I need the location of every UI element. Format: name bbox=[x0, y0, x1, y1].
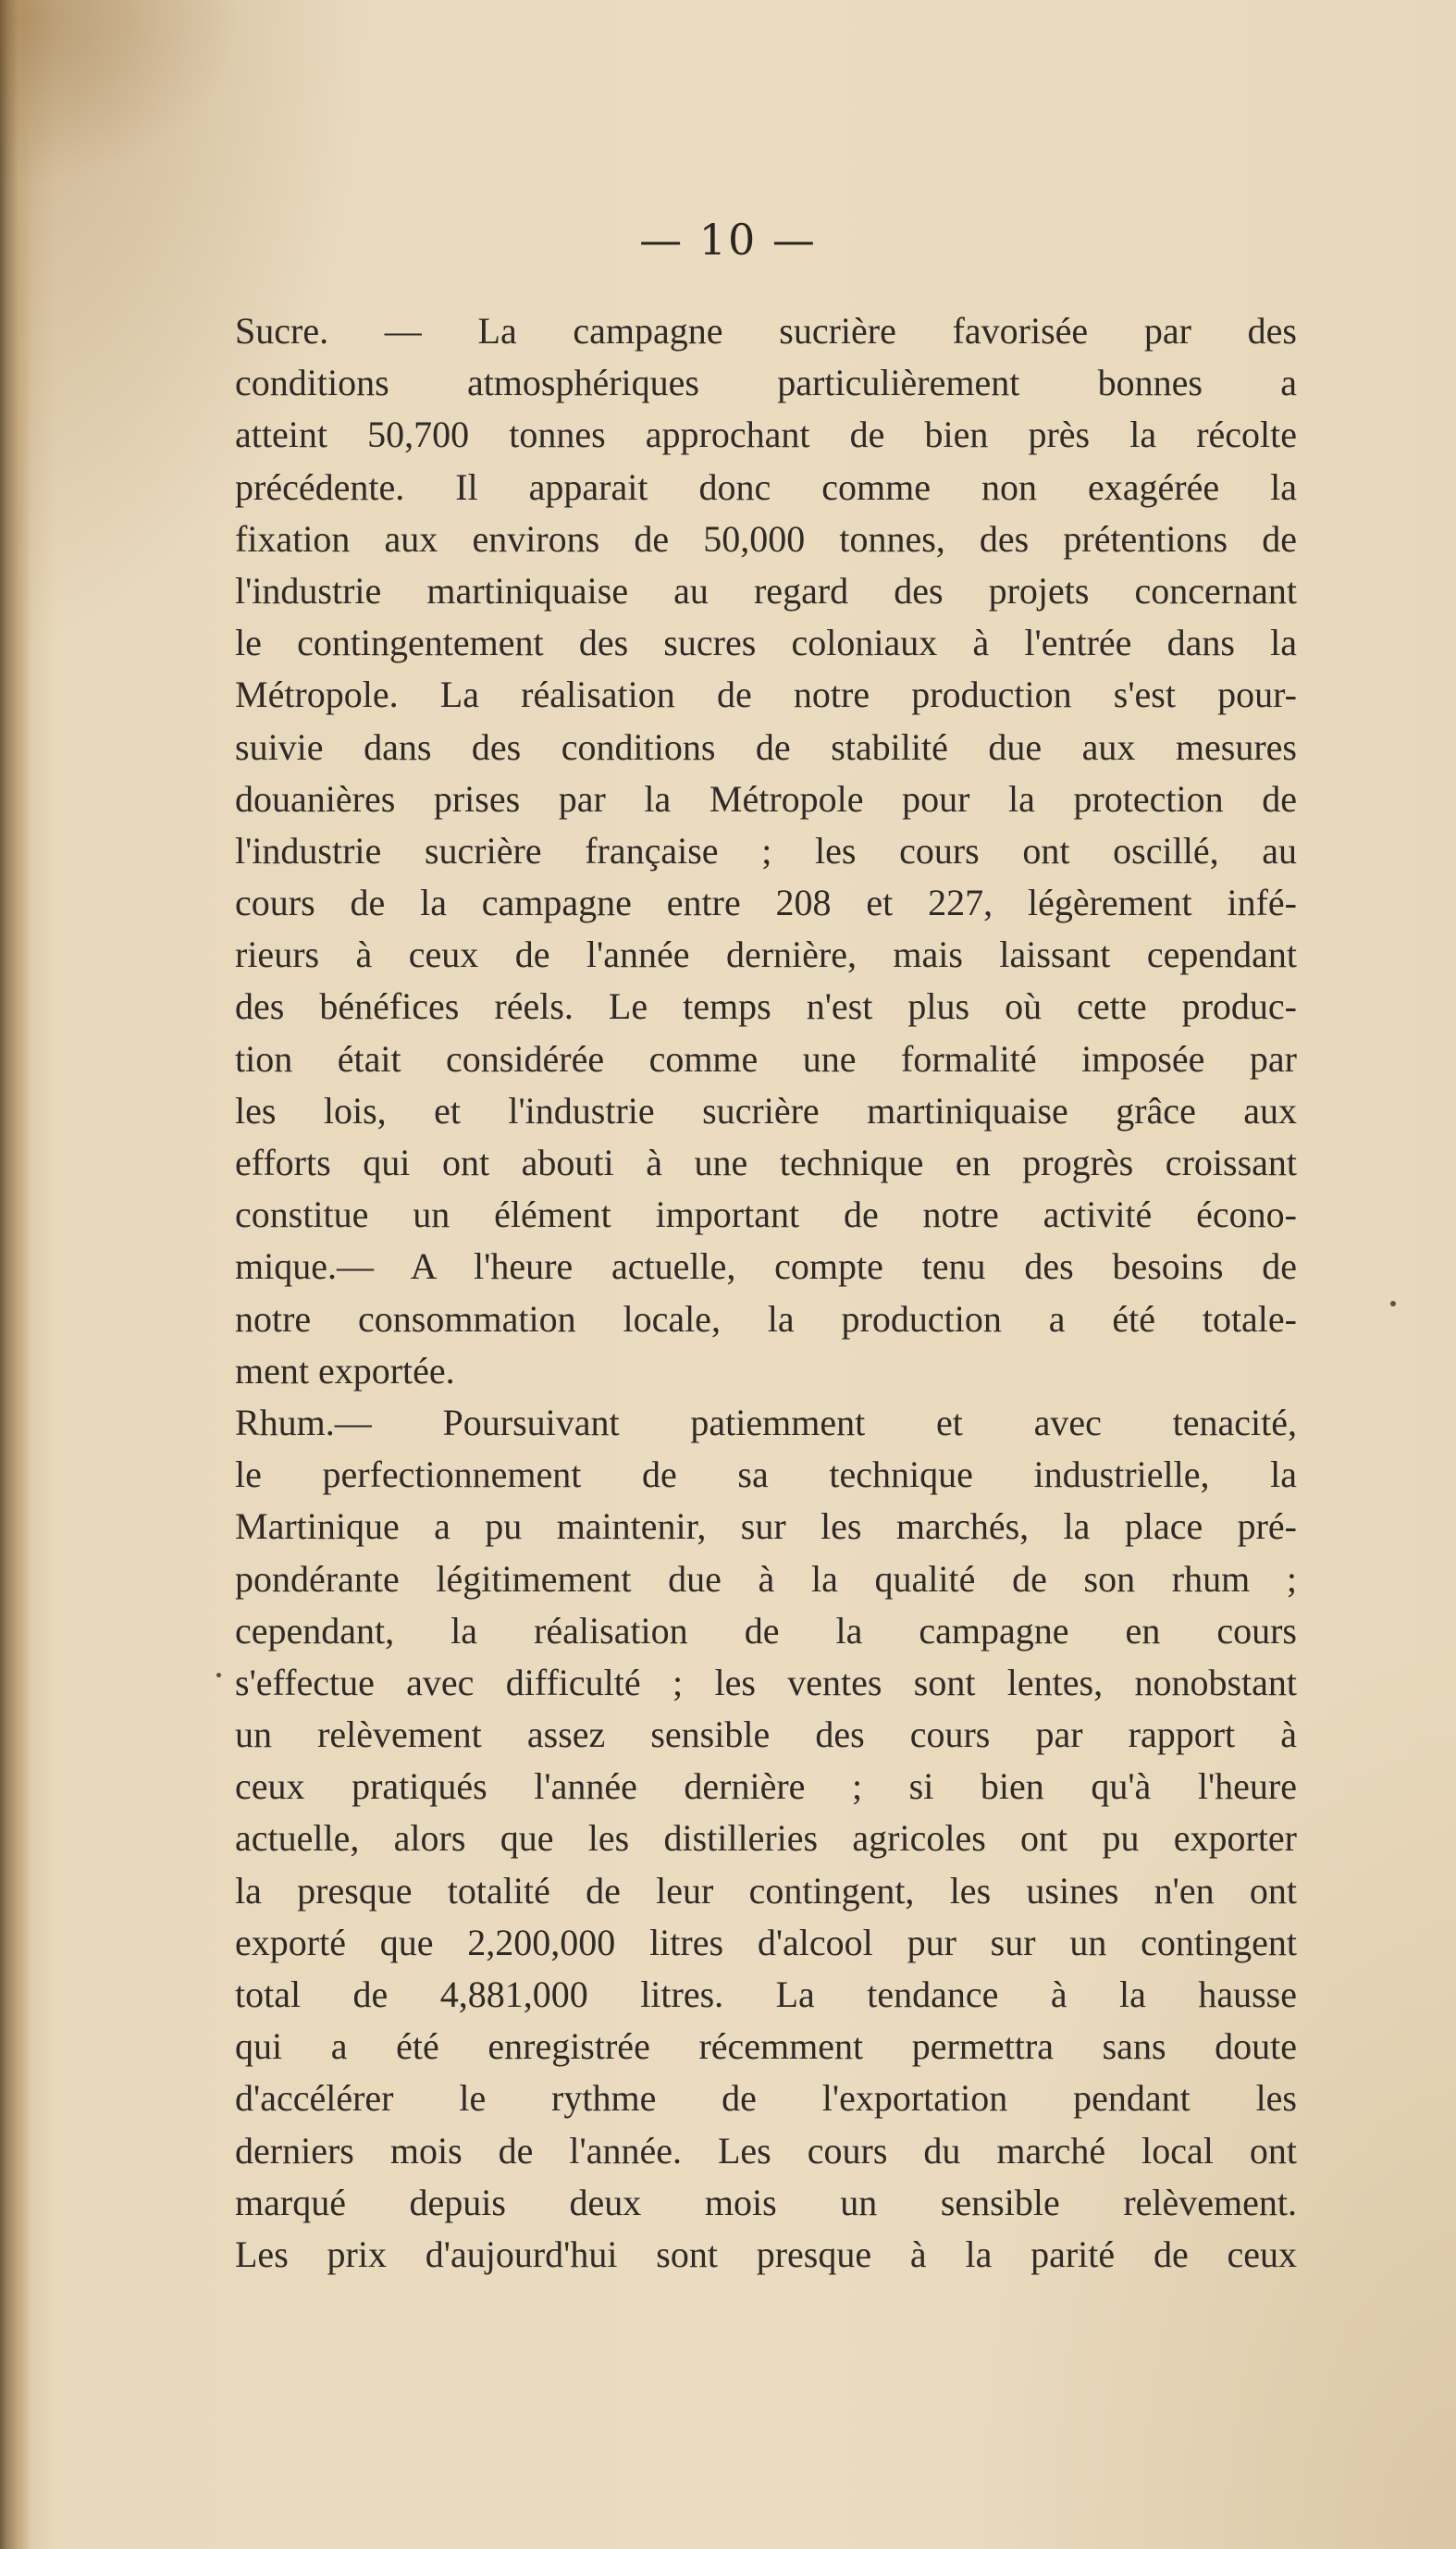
text-line: Martinique a pu maintenir, sur les marchés, la place pré- bbox=[235, 1505, 1297, 1548]
text-line: actuelle, alors que les distilleries agricoles ont pu exporter bbox=[235, 1817, 1297, 1860]
paragraph-sucre bbox=[235, 305, 1297, 1397]
text-line: l'industrie sucrière française ; les cours ont oscillé, au bbox=[235, 829, 1297, 872]
body-text bbox=[235, 305, 1297, 2281]
paragraph-rhum bbox=[235, 1397, 1297, 2281]
text-line: tion était considérée comme une formalité imposée par bbox=[235, 1037, 1297, 1080]
text-line: cependant, la réalisation de la campagne en cours bbox=[235, 1609, 1297, 1652]
margin-speck bbox=[1390, 1301, 1396, 1306]
text-line: notre consommation locale, la production a été totale- bbox=[235, 1297, 1297, 1340]
text-line: rieurs à ceux de l'année dernière, mais laissant cependant bbox=[235, 934, 1297, 976]
text-line: les lois, et l'industrie sucrière martiniquaise grâce aux bbox=[235, 1089, 1297, 1132]
text-line: le contingentement des sucres coloniaux à l'entrée dans la bbox=[235, 622, 1297, 664]
text-line: derniers mois de l'année. Les cours du marché local ont bbox=[235, 2129, 1297, 2172]
text-line: l'industrie martiniquaise au regard des projets concernant bbox=[235, 569, 1297, 612]
text-line: précédente. Il apparait donc comme non exagérée la bbox=[235, 465, 1297, 508]
text-line: constitue un élément important de notre activité écono- bbox=[235, 1194, 1297, 1236]
text-line: s'effectue avec difficulté ; les ventes sont lentes, nonobstant bbox=[235, 1661, 1297, 1703]
text-line: cours de la campagne entre 208 et 227, légèrement infé- bbox=[235, 882, 1297, 924]
text-line: conditions atmosphériques particulièrement bonnes a bbox=[235, 362, 1297, 404]
text-line: fixation aux environs de 50,000 tonnes, des prétentions de bbox=[235, 517, 1297, 560]
text-line: Métropole. La réalisation de notre production s'est pour- bbox=[235, 674, 1297, 716]
text-line: des bénéfices réels. Le temps n'est plus où cette produc- bbox=[235, 985, 1297, 1028]
binding-edge bbox=[0, 0, 31, 2549]
text-line: total de 4,881,000 litres. La tendance à la hausse bbox=[235, 1974, 1297, 2015]
text-line: pondérante légitimement due à la qualité de son rhum ; bbox=[235, 1557, 1297, 1600]
text-line: suivie dans des conditions de stabilité due aux mesures bbox=[235, 725, 1297, 768]
paper-stain bbox=[0, 0, 241, 185]
text-line: efforts qui ont abouti à une technique en progrès croissant bbox=[235, 1142, 1297, 1183]
text-line: exporté que 2,200,000 litres d'alcool pur sur un contingent bbox=[235, 1921, 1297, 1963]
text-line: Rhum.— Poursuivant patiemment et avec tenacité, bbox=[235, 1401, 1297, 1443]
text-line: la presque totalité de leur contingent, les usines n'en ont bbox=[235, 1869, 1297, 1912]
text-line: Sucre. — La campagne sucrière favorisée par des bbox=[235, 310, 1297, 352]
text-line: ment exportée. bbox=[235, 1349, 455, 1392]
text-line: ceux pratiqués l'année dernière ; si bien qu'à l'heure bbox=[235, 1765, 1297, 1808]
margin-speck bbox=[216, 1673, 221, 1677]
text-line: atteint 50,700 tonnes approchant de bien près la récolte bbox=[235, 414, 1297, 456]
text-line: douanières prises par la Métropole pour la protection de bbox=[235, 777, 1297, 820]
text-line: marqué depuis deux mois un sensible relèvement. bbox=[235, 2181, 1297, 2223]
text-line: mique.— A l'heure actuelle, compte tenu des besoins de bbox=[235, 1245, 1297, 1288]
text-line: qui a été enregistrée récemment permettra sans doute bbox=[235, 2025, 1297, 2068]
text-line: Les prix d'aujourd'hui sont presque à la parité de ceux bbox=[235, 2233, 1297, 2275]
text-line: un relèvement assez sensible des cours par rapport à bbox=[235, 1714, 1297, 1756]
page-number: — 10 — bbox=[639, 215, 817, 265]
text-line: le perfectionnement de sa technique industrielle, la bbox=[235, 1454, 1297, 1496]
text-line: d'accélérer le rythme de l'exportation pendant les bbox=[235, 2077, 1297, 2120]
